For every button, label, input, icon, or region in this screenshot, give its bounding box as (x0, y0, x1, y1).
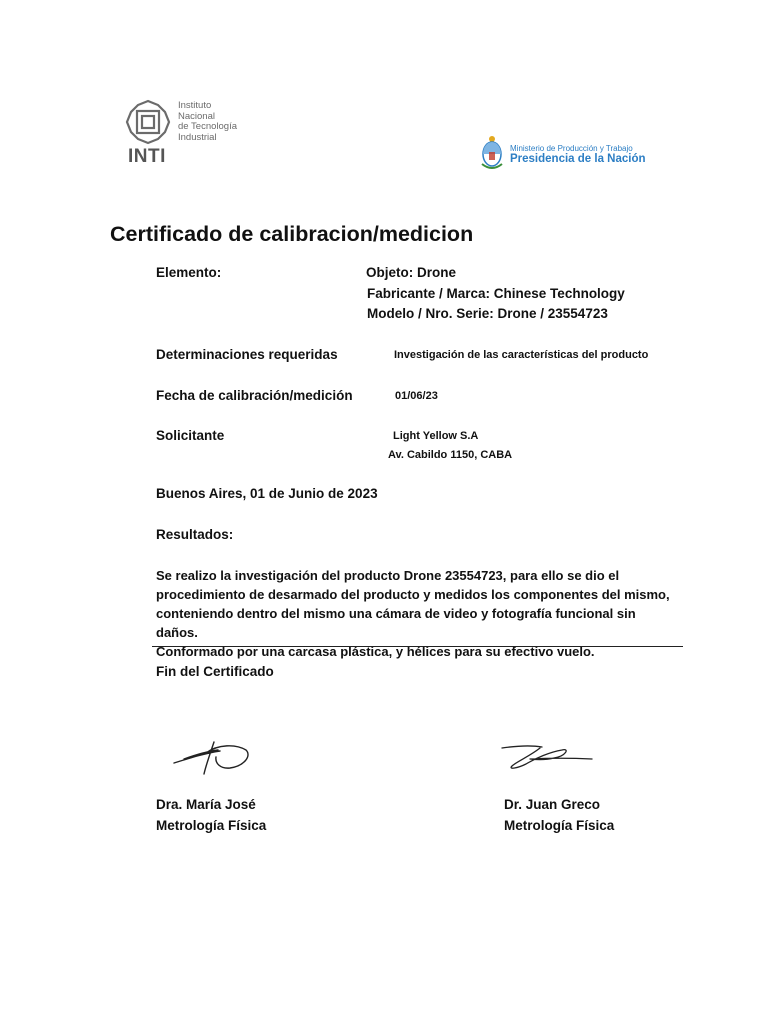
inti-acronym: INTI (128, 146, 166, 167)
place-date: Buenos Aires, 01 de Junio de 2023 (156, 486, 378, 501)
solicitante-label: Solicitante (156, 428, 225, 443)
modelo-value: Modelo / Nro. Serie: Drone / 23554723 (367, 306, 608, 321)
resultados-line: conteniendo dentro del mismo una cámara de video y fotografía funcional sin daños. (156, 606, 636, 640)
determinaciones-label: Determinaciones requeridas (156, 347, 338, 362)
resultados-line: procedimiento de desarmado del producto y medidos los componentes del mismo, (156, 587, 670, 602)
signatory-right-dept: Metrología Física (504, 818, 615, 833)
divider (152, 646, 683, 647)
signature-right (500, 740, 596, 772)
solicitante-address: Av. Cabildo 1150, CABA (388, 449, 513, 461)
page-title: Certificado de calibracion/medicion (110, 222, 474, 246)
signatory-left-dept: Metrología Física (156, 818, 267, 833)
solicitante-name: Light Yellow S.A (393, 430, 479, 442)
determinaciones-value: Investigación de las características del producto (394, 349, 649, 361)
resultados-line: Conformado por una carcasa plástica, y hélices para su efectivo vuelo. (156, 644, 595, 659)
objeto-value: Objeto: Drone (366, 265, 456, 280)
ministerio-name: Ministerio de Producción y Trabajo (510, 144, 633, 153)
fecha-label: Fecha de calibración/medición (156, 388, 353, 403)
fabricante-value: Fabricante / Marca: Chinese Technology (367, 286, 625, 301)
fecha-value: 01/06/23 (395, 390, 438, 402)
presidencia-name: Presidencia de la Nación (510, 153, 646, 165)
resultados-line: Se realizo la investigación del producto Drone 23554723, para ello se dio el (156, 568, 620, 583)
resultados-label: Resultados: (156, 527, 234, 542)
elemento-label: Elemento: (156, 265, 222, 280)
fin-certificado: Fin del Certificado (156, 664, 274, 679)
signature-left (170, 738, 254, 778)
signatory-left-name: Dra. María José (156, 797, 256, 812)
signatory-right-name: Dr. Juan Greco (504, 797, 601, 812)
inti-name: Instituto Nacional de Tecnología Industrial (178, 100, 237, 143)
